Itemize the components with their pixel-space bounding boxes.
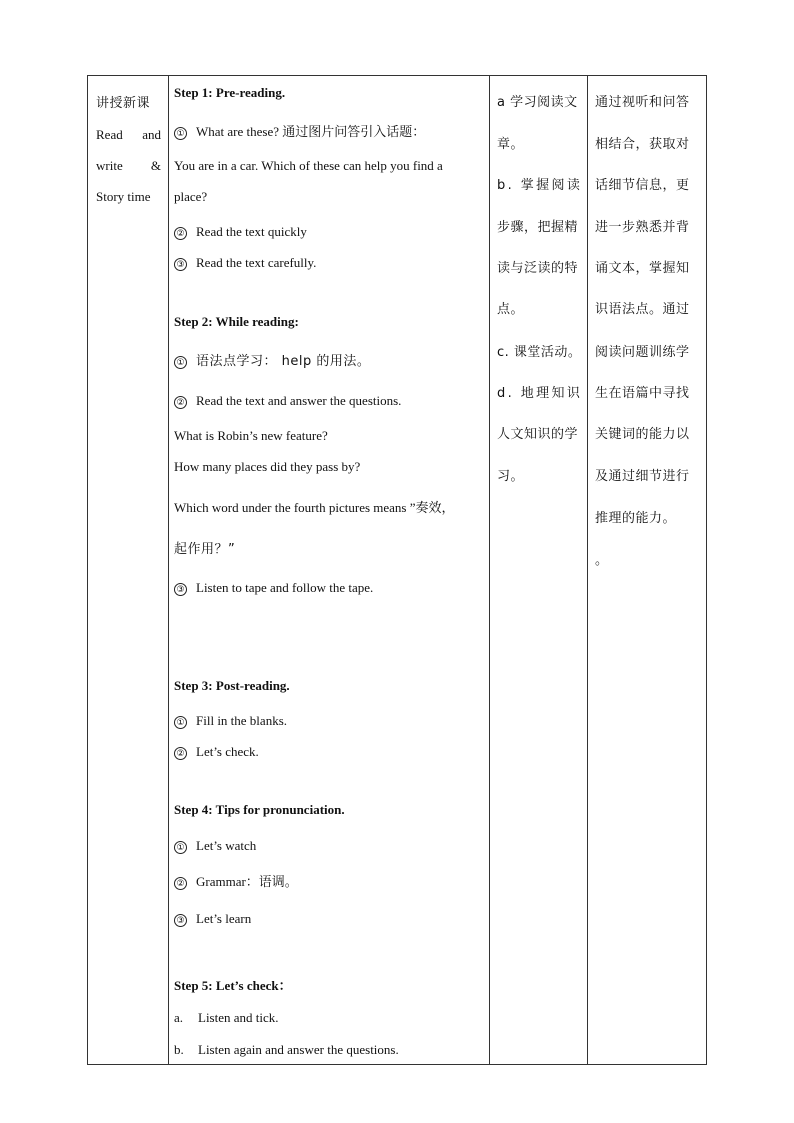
step-item-text: Listen and tick.: [198, 1010, 279, 1025]
number-icon: ②: [174, 877, 187, 890]
objective-line: 读与泛读的特: [497, 261, 579, 276]
number-icon: ①: [174, 127, 187, 140]
objective-line: a 学习阅读文: [497, 95, 578, 110]
objective-line: 点。: [497, 302, 525, 317]
step-item: [174, 580, 373, 596]
step-heading: Step 5: Let’s check：: [174, 978, 292, 993]
step-item-text: Listen again and answer the questions.: [198, 1042, 399, 1057]
label-word: and: [142, 127, 161, 142]
step-item-text: Listen to tape and follow the tape.: [196, 580, 374, 595]
step-heading: Step 4: Tips for pronunciation.: [174, 802, 345, 817]
question-line: 起作用？”: [174, 542, 236, 557]
question-line: How many places did they pass by?: [174, 459, 361, 474]
objective-line: c. 课堂活动。: [497, 345, 582, 360]
step-item: [174, 1042, 399, 1058]
step-letter: a.: [174, 1010, 184, 1025]
purpose-line: 阅读问题训练学: [595, 345, 690, 360]
step-item-text: Fill in the blanks.: [196, 713, 287, 728]
step-letter: b.: [174, 1042, 184, 1057]
step-item-text: What are these? 通过图片问答引入话题：: [196, 124, 426, 139]
purpose-line: 话细节信息，更: [595, 178, 690, 193]
step-item: [174, 1010, 279, 1026]
step-item: [174, 350, 370, 369]
section-subtitle-line: [96, 127, 161, 143]
step-item: [174, 871, 298, 890]
number-icon: ①: [174, 356, 187, 369]
number-icon: ②: [174, 747, 187, 760]
purpose-line: 及通过细节进行: [595, 469, 690, 484]
number-icon: ③: [174, 258, 187, 271]
section-subtitle-line: Story time: [96, 189, 151, 204]
question-line: What is Robin’s new feature?: [174, 428, 328, 443]
purpose-line: 相结合，获取对: [595, 137, 690, 152]
step-item: [174, 744, 259, 760]
step-item-continued: place?: [174, 189, 208, 204]
step-item-text: Read the text and answer the questions.: [196, 393, 402, 408]
step-item: [174, 255, 316, 271]
lesson-plan-table: [87, 75, 707, 1065]
step-item: [174, 224, 307, 240]
purpose-line: 关键词的能力以: [595, 427, 690, 442]
step-heading: Step 1: Pre-reading.: [174, 85, 286, 100]
objective-line: 章。: [497, 137, 525, 152]
step-item-text: Let’s check.: [196, 744, 259, 759]
purpose-line: 诵文本，掌握知: [595, 261, 690, 276]
step-item-continued: You are in a car. Which of these can help you find a: [174, 158, 443, 173]
section-subtitle-line: [96, 158, 161, 174]
objective-line: b. 掌握阅读: [497, 178, 583, 193]
number-icon: ①: [174, 841, 187, 854]
step-item: [174, 393, 401, 409]
objective-line: 习。: [497, 469, 525, 484]
step-item-text: Read the text carefully.: [196, 255, 317, 270]
number-icon: ②: [174, 396, 187, 409]
number-icon: ②: [174, 227, 187, 240]
purpose-cell: [588, 76, 706, 1064]
purpose-line: 推理的能力。: [595, 511, 677, 526]
objective-line: d. 地理知识: [497, 386, 583, 401]
purpose-line: 生在语篇中寻找: [595, 386, 690, 401]
label-word: Read: [96, 127, 123, 142]
label-word: write: [96, 158, 123, 173]
step-item: [174, 121, 425, 140]
step-item-text: 语法点学习： help 的用法。: [196, 354, 371, 369]
purpose-line: 通过视听和问答: [595, 95, 690, 110]
number-icon: ③: [174, 914, 187, 927]
objective-line: 人文知识的学: [497, 427, 579, 442]
purpose-line: 识语法点。通过: [595, 302, 690, 317]
step-item: [174, 713, 287, 729]
step-item: [174, 911, 251, 927]
step-item-text: Let’s watch: [196, 838, 257, 853]
number-icon: ③: [174, 583, 187, 596]
purpose-line: 进一步熟悉并背: [595, 220, 690, 235]
question-line: Which word under the fourth pictures means ”奏效，: [174, 500, 455, 515]
step-heading: Step 2: While reading:: [174, 314, 299, 329]
section-title: 讲授新课: [96, 96, 151, 111]
objectives-cell: [490, 76, 587, 1064]
number-icon: ①: [174, 716, 187, 729]
step-item: [174, 838, 256, 854]
purpose-line: 。: [595, 553, 609, 568]
section-label-cell: [88, 76, 168, 1064]
label-word: &: [150, 158, 161, 173]
step-item-text: Read the text quickly: [196, 224, 307, 239]
step-item-text: Let’s learn: [196, 911, 252, 926]
teaching-steps-cell: [169, 76, 489, 1064]
objective-line: 步骤，把握精: [497, 220, 579, 235]
step-item-text: Grammar：语调。: [196, 874, 298, 889]
step-heading: Step 3: Post-reading.: [174, 678, 290, 693]
